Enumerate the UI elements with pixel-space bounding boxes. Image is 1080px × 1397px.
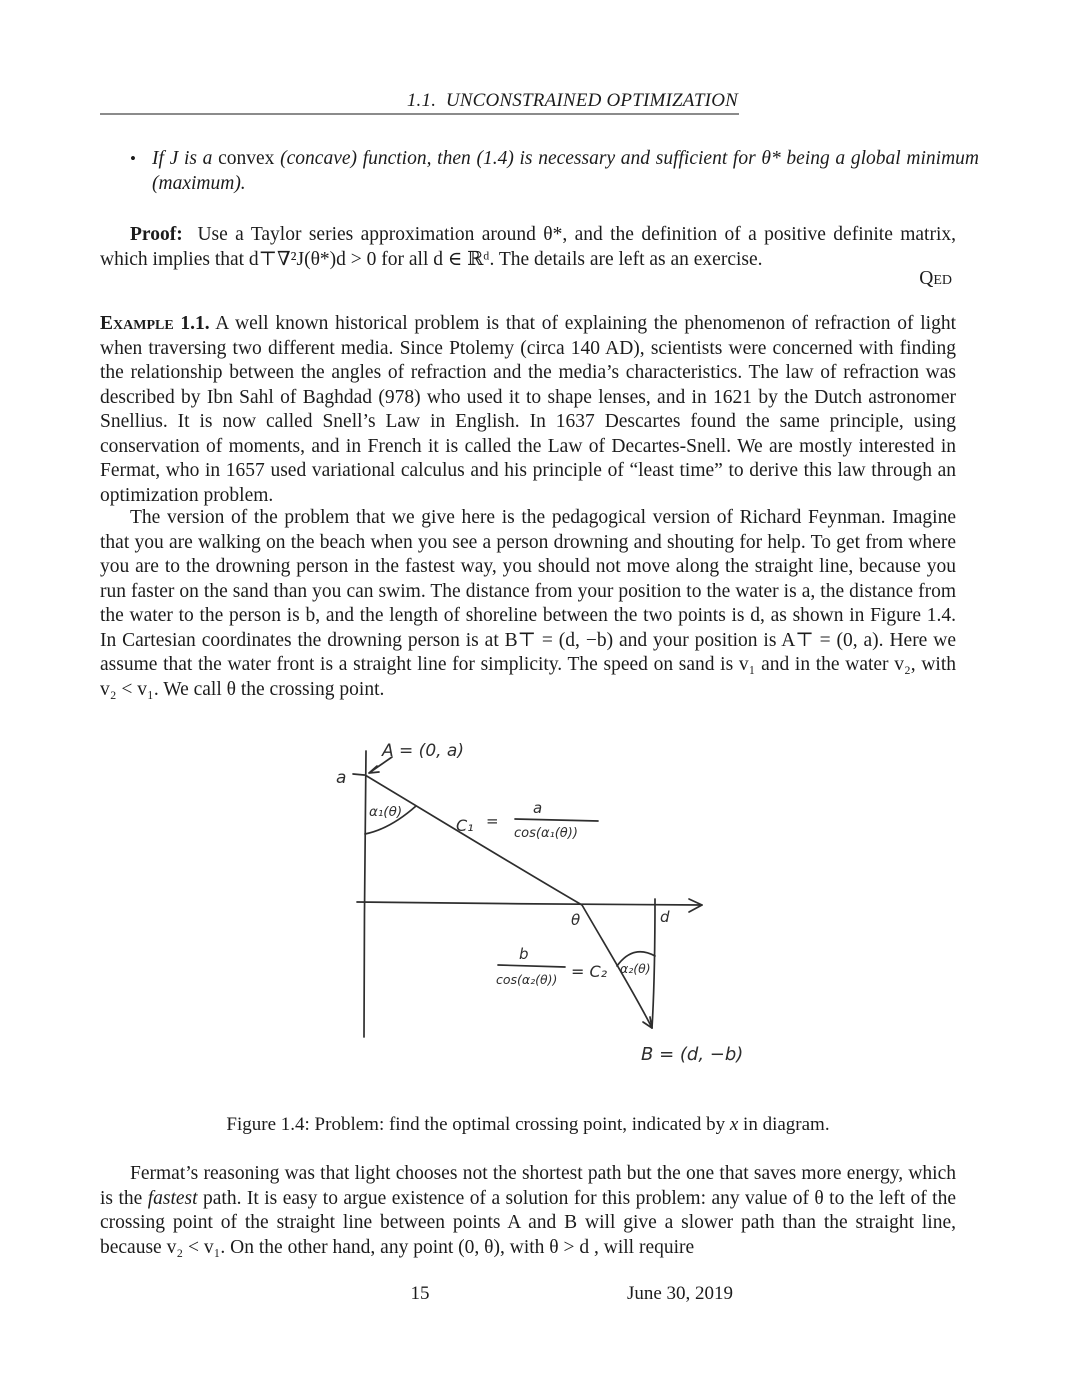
header-rule (100, 113, 739, 115)
figure-diagram (330, 733, 770, 1083)
label-point-b: B = (d, −b) (641, 1044, 744, 1065)
label-c2-rhs: = C₂ (571, 962, 608, 981)
example-label: Example 1.1. (100, 313, 210, 334)
fermat-text-emphasis: fastest (147, 1187, 198, 1209)
setup-paragraph: The version of the problem that we give here is the pedagogical version of Richard Feynman. Imagine that you are walking on the beach when you see a person drowning and shouting for help. To get from where you are to the drowning person in the fastest way, you should not move along the straight line, because you run faster on the sand than you can swim. The distance from your position to the water is a, the distance from the water to the person is b, and the length of shoreline between the two points is d, as shown in Figure 1.4. In Cartesian coordinates the drowning person is at B⊤ = (d, −b) and your position is A⊤ = (0, a). Here we assume that the water front is a straight line for simplicity. The speed on sand is v₁ and in the water v₂, with v₂ < v₁. We call θ the crossing point. (100, 507, 956, 700)
point-a-tick (353, 774, 364, 775)
footer-date: June 30, 2019 (626, 1283, 734, 1304)
c2-fraction-bar (498, 965, 565, 967)
label-alpha1: α₁(θ) (369, 804, 403, 820)
label-a-axis: a (336, 768, 347, 788)
bullet-text-end: (concave) function, then (1.4) is necessary and sufficient for θ* being a global minimum (maximum). (152, 148, 980, 194)
label-theta: θ (571, 911, 581, 929)
proof-body: Use a Taylor series approximation around θ*, and the definition of a positive definite matrix, which implies that d⊤∇²J(θ*)d > 0 for all d ∈ ℝᵈ. The details are left as an exercise. (100, 224, 957, 270)
footer-page-number: 15 (410, 1283, 430, 1304)
bullet-item (128, 147, 979, 196)
label-d: d (660, 908, 670, 926)
bullet-text-roman: convex (218, 148, 275, 169)
fermat-text-end: path. It is easy to argue existence of a solution for this problem: any value of θ to the left of the crossing point of the straight line between points A and B will give a slower path than the straight line, because v₂ < v₁. On the other hand, any point (0, θ), with θ > d , will require (100, 1187, 956, 1258)
caption-text-start: Figure 1.4: Problem: find the optimal crossing point, indicated by (226, 1114, 730, 1135)
label-c1: C₁ (456, 816, 474, 835)
label-c2-numerator: b (519, 945, 529, 963)
label-alpha2: α₂(θ) (620, 961, 651, 976)
running-header-title: 1.1. UNCONSTRAINED OPTIMIZATION (406, 90, 738, 111)
proof-label: Proof: (130, 224, 183, 245)
example-paragraph (100, 312, 956, 508)
bullet-marker: • (130, 149, 136, 168)
label-c1-numerator: a (533, 799, 543, 817)
caption-text-end: in diagram. (738, 1114, 830, 1135)
y-axis-line (364, 751, 366, 1037)
segment-d-b (652, 899, 655, 1028)
x-axis-line (357, 902, 702, 905)
proof-paragraph (100, 223, 956, 272)
fermat-paragraph (100, 1162, 956, 1260)
fermat-text-start: Fermat’s reasoning was that light chooses not the shortest path but the one that saves more energy, which is the (100, 1163, 956, 1209)
label-c2-denominator: cos(α₂(θ)) (496, 972, 558, 987)
figure-caption (100, 1114, 956, 1136)
c1-fraction-bar (515, 819, 598, 821)
example-body: A well known historical problem is that of explaining the phenomenon of refraction of light when traversing two different media. Since Ptolemy (circa 140 AD), scientists were concerned with finding the relationship between the angles of refraction and the media’s characteristics. The law of refraction was described by Ibn Sahl of Baghdad (978) who used it to shape lenses, and in 1621 by the Dutch astronomer Snellius. It is now called Snell’s Law in English. In 1637 Descartes found the same principle, using conservation of moments, and in French it is called the Law of Decartes-Snell. We are mostly interested in Fermat, who in 1657 used variational calculus and his principle of “least time” to derive this law through an optimization problem. (100, 313, 956, 506)
caption-math-x: x (729, 1114, 739, 1135)
label-point-a: A = (0, a) (382, 741, 464, 761)
label-c1-equals: = (486, 812, 499, 830)
label-c1-denominator: cos(α₁(θ)) (514, 826, 578, 841)
qed-label: Qed (919, 268, 952, 289)
bullet-text-start: If J is a (152, 148, 219, 169)
